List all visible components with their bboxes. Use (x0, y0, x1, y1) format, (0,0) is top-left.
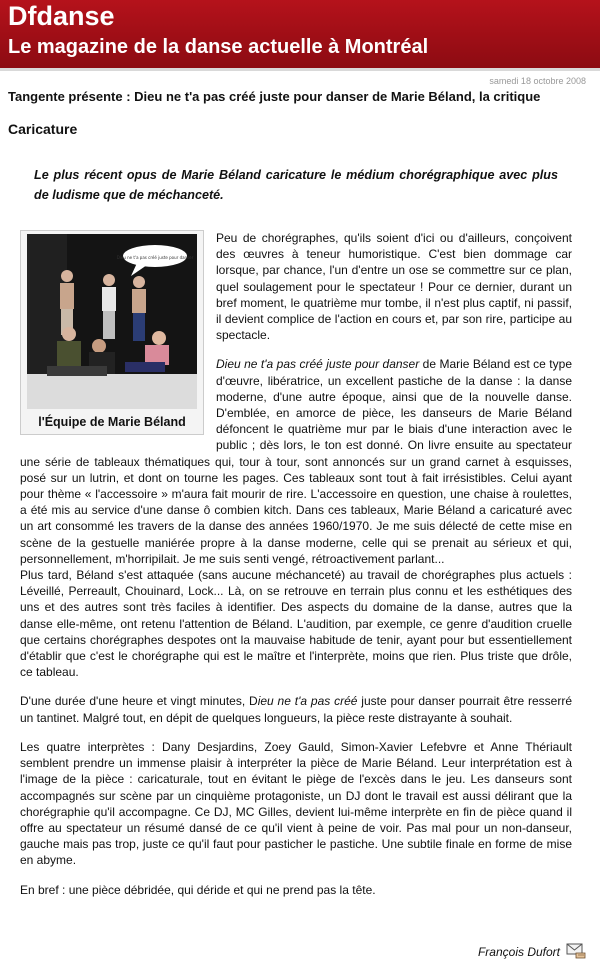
dancers-photo-graphic (27, 234, 197, 409)
lead-paragraph: Le plus récent opus de Marie Béland caricature le médium chorégraphique avec plus de ludisme que de méchanceté. (34, 168, 558, 202)
paragraph-5: Les quatre interprètes : Dany Desjardins, Zoey Gauld, Simon-Xavier Lefebvre et Anne Thériault semblent prendre un immense plaisir à interpréter la pièce de Marie Béland. Leur interprétation est à l'image de la pièce : caricaturale, tout en évitant le piège de l'excès dans le jeu. Les danseurs sont accompagnés sur scène par un cinquième protagoniste, un DJ dont le travail est aussi délirant que la chorégraphie qu'il accompagne. Ce DJ, MC Gilles, devient lui-même interprète en fin de pièce quand il offre au spectateur un résumé dansé de ce qu'il vient à peine de voir. Pas mal pour un non-danseur, gauche mais pas trop, juste ce qu'il faut pour pasticher le pastiche. Une subtile finale en forme de mise en abyme. (20, 739, 572, 868)
paragraph-4 (20, 693, 572, 725)
article-body (20, 230, 572, 911)
photo-caption: l'Équipe de Marie Béland (38, 415, 186, 429)
paragraph-4-rest: juste pour danser pourrait être resserré un tantinet. Malgré tout, en dépit de quelques longueurs, la pièce reste distrayante à souhait. (20, 694, 572, 725)
post-date: samedi 18 octobre 2008 (489, 76, 586, 86)
paragraph-4-start: D'une durée d'une heure et vingt minutes, D (20, 694, 258, 709)
post-title[interactable]: Tangente présente : Dieu ne t'a pas créé juste pour danser de Marie Béland, la critique (8, 89, 541, 104)
paragraph-2-text: de Marie Béland est ce type d'œuvre, libératrice, un excellent pastiche de la danse : la danse moderne, d'une autre époque, ainsi que de la nouvelle danse. D'emblée, en amorce de pièce, les danseurs de Marie Béland défoncent le quatrième mur par le biais d'une interaction avec le public ; dès lors, le ton est donné. On livre ensuite au spectateur une série de tableaux thématiques qui, tour à tour, sont annoncés sur un grand carnet à esquisses, posé sur un lutrin, et dont on tourne les pages. Ces tableaux sont tout à fait irrésistibles. Celui ayant pour thème « l'accessoire » m'aura fait mourir de rire. L'accessoire en question, une chaise à roulettes, a été mis au service d'une danse ô combien kitch. Dans ces tableaux, Marie Béland a caricaturé avec un art consommé les travers de la danse des années 1960/1970. Je me suis délecté de cette mise en scène de la gestuelle maniérée propre à la danse moderne, celle qui se prenait au sérieux et qui, personnellement, m'horripilait. Je me suis senti vengé, rétroactivement parlant... (20, 357, 572, 566)
paragraph-3: Plus tard, Béland s'est attaquée (sans aucune méchanceté) au travail de chorégraphes plus actuels : Léveillé, Perreault, Chouinard, Lock... Là, on se retrouve en terrain plus connu et les esthétiques des uns et des autres sont très faciles à identifier. Des aspects du domaine de la danse, autres que la danse elle-même, ont retenu l'attention de Béland. L'audition, par exemple, ce genre d'audition cruelle que certains chorégraphes despotes ont la mauvaise habitude de tenir, ayant pour but essentiellement d'établir que c'est le chorégraphe qui est le maître et l'interprète, moins que rien. Plus triste que drôle, ce tableau. (20, 568, 572, 680)
dancers-photo[interactable] (27, 234, 197, 409)
photo-figure (20, 230, 204, 435)
paragraph-1: Peu de chorégraphes, qu'ils soient d'ici ou d'ailleurs, conçoivent des œuvres à teneur humoristique. C'est bien dommage car lorsque, par chance, l'un d'entre un ose se commettre sur ce plan, quel soulagement pour le spectateur ! Pour ce dernier, durant un bref moment, le quatrième mur tombe, il n'est plus captif, ni passif, il devient complice de l'action en cours et, par son rire, participe au spectacle. (216, 231, 572, 343)
site-tagline: Le magazine de la danse actuelle à Montréal (8, 36, 429, 58)
section-heading: Caricature (8, 121, 78, 137)
paragraph-4-italic: ieu ne t'a pas créé (257, 694, 358, 709)
speech-bubble-text: Dieu ne t'a pas créé juste pour danser (116, 255, 194, 260)
show-title-italic: Dieu ne t'a pas créé juste pour danser (216, 357, 420, 372)
site-header (0, 0, 600, 71)
paragraph-6: En bref : une pièce débridée, qui déride et qui ne prend pas la tête. (20, 882, 376, 897)
envelope-hand-icon[interactable] (566, 941, 586, 959)
site-title[interactable]: Dfdanse (8, 1, 115, 31)
author-signature: François Dufort (477, 945, 560, 959)
